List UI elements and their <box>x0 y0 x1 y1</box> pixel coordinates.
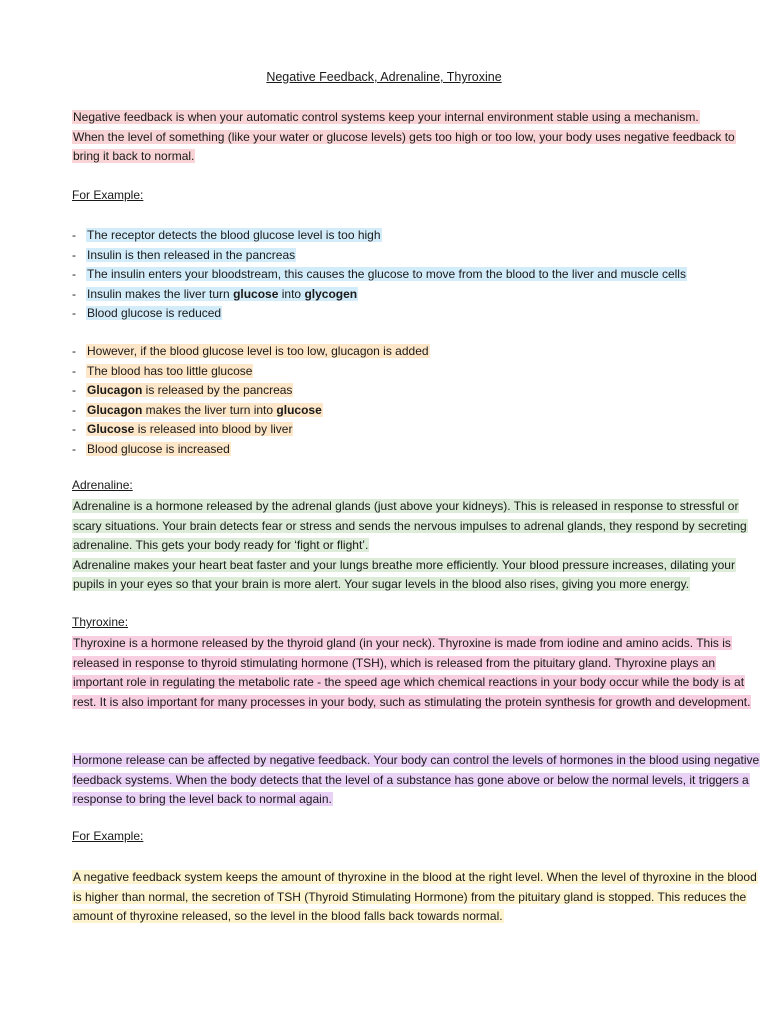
bullet-dash: - <box>72 402 76 417</box>
bullet-dash: - <box>72 422 76 436</box>
list-item <box>72 342 430 362</box>
thyroxine-line: released in response to thyroid stimulating hormone (TSH), which is released from the pituitary gland. Thyroxine plays an <box>73 655 716 670</box>
adrenaline-heading: Adrenaline: <box>72 478 133 492</box>
thyroxine-example-line: A negative feedback system keeps the amount of thyroxine in the blood at the right level. When the level of thyroxine in the blood <box>73 870 757 884</box>
thyroxine-example-line: amount of thyroxine released, so the level in the blood falls back towards normal. <box>73 909 503 924</box>
glucose-high-list <box>72 226 687 324</box>
list-item <box>72 285 687 305</box>
hormone-release-paragraph <box>72 751 760 810</box>
adrenaline-line: pupils in your eyes so that your brain is more alert. Your sugar levels in the blood also rises, giving you more energy. <box>73 577 690 592</box>
list-item <box>72 401 430 421</box>
list-item <box>72 381 430 401</box>
thyroxine-paragraph <box>72 634 751 712</box>
intro-line: When the level of something (like your water or glucose levels) gets too high or too low, your body uses negative feedback to <box>73 129 735 144</box>
list-item-text: into <box>278 286 305 301</box>
bullet-dash: - <box>72 228 76 242</box>
bullet-dash: - <box>72 247 76 262</box>
list-item-text: Blood glucose is reduced <box>87 306 222 320</box>
adrenaline-paragraph <box>72 497 748 595</box>
example-heading: For Example: <box>72 829 144 843</box>
list-item-text: is released into blood by liver <box>134 422 293 436</box>
hormone-release-line: feedback systems. When the body detects that the level of a substance has gone above or below the normal levels, it triggers a <box>73 772 749 787</box>
thyroxine-line: important role in regulating the metabolic rate - the speed age which chemical reactions in your body occur while the body is at <box>73 675 745 690</box>
document-title: Negative Feedback, Adrenaline, Thyroxine <box>266 70 502 84</box>
thyroxine-line: Thyroxine is a hormone released by the thyroid gland (in your neck). Thyroxine is made from iodine and amino acids. This is <box>73 636 731 650</box>
list-item <box>72 362 430 382</box>
list-item <box>72 440 430 460</box>
list-item-text: makes the liver turn into <box>142 402 277 417</box>
list-item <box>72 304 687 324</box>
bullet-dash: - <box>72 363 76 378</box>
bold-term: Glucagon <box>87 383 143 397</box>
hormone-release-line: Hormone release can be affected by negative feedback. Your body can control the levels of hormones in the blood using negative <box>73 753 760 767</box>
bullet-dash: - <box>72 441 76 456</box>
thyroxine-example-line: is higher than normal, the secretion of TSH (Thyroid Stimulating Hormone) from the pituitary gland is stopped. This reduces the <box>73 889 747 904</box>
bold-term: Glucose <box>87 422 135 436</box>
thyroxine-example-paragraph <box>72 868 758 927</box>
list-item-text: The receptor detects the blood glucose level is too high <box>87 228 381 242</box>
list-item <box>72 246 687 266</box>
list-item-text: However, if the blood glucose level is too low, glucagon is added <box>87 344 429 358</box>
list-item-text: Blood glucose is increased <box>87 441 230 456</box>
hormone-release-line: response to bring the level back to normal again. <box>73 792 332 807</box>
list-item-text: Insulin makes the liver turn <box>87 286 234 301</box>
list-item-text: The insulin enters your bloodstream, this causes the glucose to move from the blood to the liver and muscle cells <box>87 267 686 281</box>
adrenaline-line: scary situations. Your brain detects fear or stress and sends the nervous impulses to adrenal glands, they respond by secreting <box>73 518 747 533</box>
bold-term: glycogen <box>304 286 358 301</box>
thyroxine-heading: Thyroxine: <box>72 615 129 629</box>
bold-term: glucose <box>276 402 322 417</box>
glucose-low-list <box>72 342 430 459</box>
list-item <box>72 265 687 285</box>
adrenaline-line: Adrenaline makes your heart beat faster and your lungs breathe more efficiently. Your blood pressure increases, dilating your <box>73 557 735 572</box>
intro-line: Negative feedback is when your automatic control systems keep your internal environment stable using a mechanism. <box>73 110 699 124</box>
bold-term: Glucagon <box>87 402 143 417</box>
intro-line: bring it back to normal. <box>73 149 195 164</box>
list-item <box>72 226 687 246</box>
bullet-dash: - <box>72 306 76 320</box>
list-item <box>72 420 430 440</box>
example-heading: For Example: <box>72 188 144 202</box>
list-item-text: Insulin is then released in the pancreas <box>87 247 296 262</box>
bullet-dash: - <box>72 267 76 281</box>
thyroxine-line: rest. It is also important for many processes in your body, such as stimulating the protein synthesis for growth and development. <box>73 694 751 709</box>
list-item-text: is released by the pancreas <box>142 383 293 397</box>
adrenaline-line: Adrenaline is a hormone released by the adrenal glands (just above your kidneys). This is released in response to stressful or <box>73 499 739 513</box>
list-item-text: The blood has too little glucose <box>87 363 253 378</box>
bullet-dash: - <box>72 344 76 358</box>
bullet-dash: - <box>72 383 76 397</box>
adrenaline-line: adrenaline. This gets your body ready for ‘fight or flight’. <box>73 538 369 553</box>
bold-term: glucose <box>233 286 279 301</box>
bullet-dash: - <box>72 286 76 301</box>
intro-paragraph <box>72 108 736 167</box>
